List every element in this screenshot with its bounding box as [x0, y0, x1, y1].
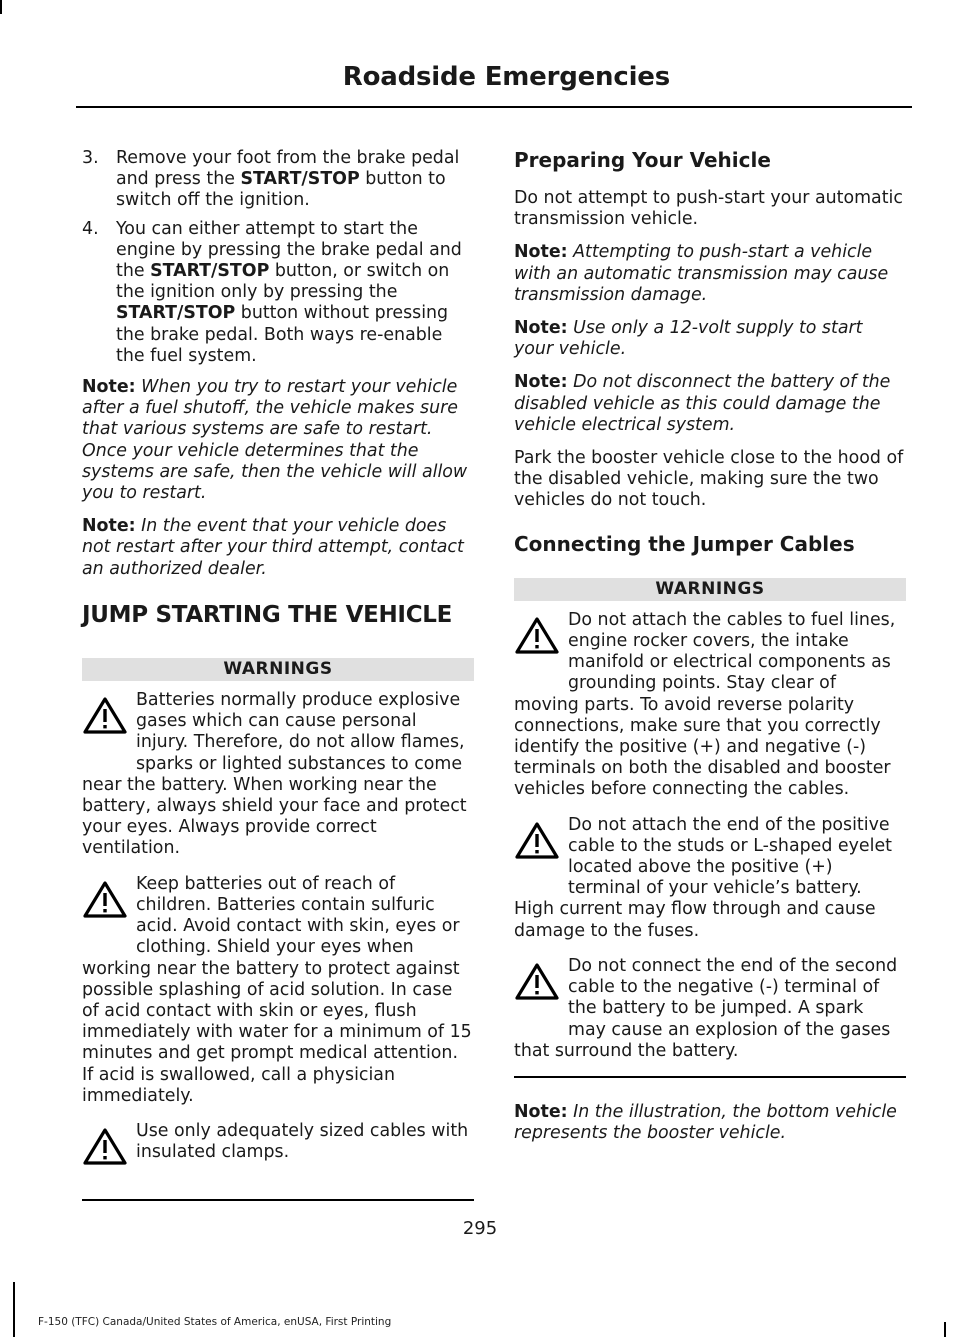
left-column: [82, 148, 474, 1221]
note: Note: Attempting to push-start a vehicle with an automatic transmission may cause transmission damage.: [514, 242, 889, 305]
warning-triangle-icon: [514, 956, 570, 1020]
warning-item: Do not attach the cables to fuel lines, engine rocker covers, the intake manifold or electrical components as grounding points. Stay clear of moving parts. To avoid reverse polarity connections, make sure that you correctly identify the positive (+) and negative (-) terminals on both the disabled and booster vehicles before connecting the cables.: [514, 609, 896, 800]
warning-triangle-icon: [82, 1121, 138, 1185]
warnings-heading: WARNINGS: [82, 658, 474, 681]
start-stop-label: START/STOP: [150, 261, 270, 282]
step-3: [82, 148, 474, 212]
warning-item: Do not attach the end of the positive cable to the studs or L-shaped eyelet located above the positive (+) terminal of your vehicle’s battery. High current may flow through and cause damage to the fuses.: [514, 814, 892, 941]
page-number: 295: [462, 1218, 498, 1239]
crop-mark-top-left: [0, 0, 2, 14]
paragraph: Do not attempt to push-start your automatic transmission vehicle.: [514, 188, 903, 230]
step-number: 4.: [82, 218, 99, 239]
warning-item: Do not connect the end of the second cable to the negative (-) terminal of the battery to be jumped. A spark may cause an explosion of the gases that surround the battery.: [514, 955, 898, 1061]
warning-triangle-icon: [514, 815, 570, 879]
warnings-end-rule: [514, 1076, 906, 1078]
header-rule: [76, 106, 912, 108]
warning-item: Keep batteries out of reach of children. Batteries contain sulfuric acid. Avoid contact with skin, eyes or clothing. Shield your eyes when working near the battery to protect against possible splashing of acid solution. In case of acid contact with skin or eyes, flush immediately with water for a minimum of 15 minutes and get prompt medical attention. If acid is swallowed, call a physician immediately.: [82, 873, 472, 1106]
start-stop-label: START/STOP: [240, 169, 360, 190]
note: Note: When you try to restart your vehicle after a fuel shutoff, the vehicle makes sure that various systems are safe to restart. Once your vehicle determines that the systems are safe, then the vehicle will allow you to restart.: [82, 377, 468, 504]
subsection-heading: Preparing Your Vehicle: [514, 148, 771, 172]
section-heading: JUMP STARTING THE VEHICLE: [82, 601, 453, 628]
warning-item: Use only adequately sized cables with insulated clamps.: [82, 1121, 474, 1185]
subsection-heading: Connecting the Jumper Cables: [514, 531, 855, 556]
procedure-steps: [82, 148, 474, 367]
warning-triangle-icon: [82, 690, 138, 754]
warnings-end-rule: [82, 1199, 474, 1201]
note: Note: In the event that your vehicle does not restart after your third attempt, contact an authorized dealer.: [82, 516, 464, 579]
note: Note: Do not disconnect the battery of the disabled vehicle as this could damage the vehicle electrical system.: [514, 372, 891, 435]
warning-item: Batteries normally produce explosive gases which can cause personal injury. Therefore, do not allow flames, sparks or lighted substances to come near the battery. When working near the battery, always shield your face and protect your eyes. Always provide correct ventilation.: [82, 690, 467, 859]
footer-text: F-150 (TFC) Canada/United States of America, enUSA, First Printing: [38, 1316, 392, 1328]
step-4: [82, 219, 474, 367]
warning-triangle-icon: [82, 874, 138, 938]
start-stop-label: START/STOP: [116, 303, 236, 324]
warnings-heading: WARNINGS: [514, 578, 906, 601]
crop-mark-bottom-left: [13, 1282, 15, 1337]
step-number: 3.: [82, 148, 99, 168]
page-section-title: Roadside Emergencies: [342, 62, 670, 92]
note: Note: Use only a 12-volt supply to start your vehicle.: [514, 318, 863, 360]
right-column: [514, 148, 906, 1156]
step-text: Remove your foot from the brake pedal and press the START/STOP button to switch off the ignition.: [116, 148, 460, 211]
note: Note: In the illustration, the bottom vehicle represents the booster vehicle.: [514, 1101, 897, 1144]
warning-triangle-icon: [514, 610, 570, 674]
step-text: You can either attempt to start the engine by pressing the brake pedal and the START/STOP button, or switch on the ignition only by pressing the START/STOP button without pressing the brake pedal. Both ways re-enable the fuel system.: [116, 218, 462, 366]
paragraph: Park the booster vehicle close to the hood of the disabled vehicle, making sure the two vehicles do not touch.: [514, 448, 904, 511]
crop-mark-bottom-right: [944, 1322, 946, 1337]
